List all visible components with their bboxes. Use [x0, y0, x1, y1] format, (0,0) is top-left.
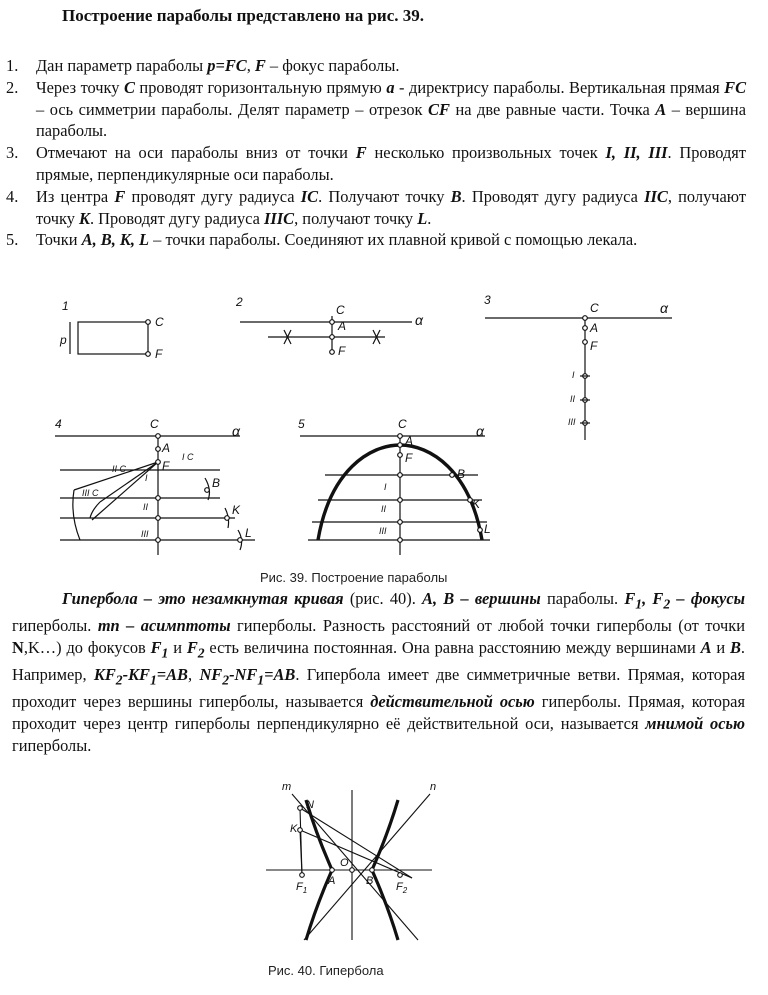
fig39-label-III3: III [568, 417, 576, 427]
fig39-label-alpha4: α [232, 423, 240, 439]
fig39-label-iic: II C [112, 464, 127, 474]
fig39-label-f3: F [590, 339, 598, 353]
fig39-label-l5: L [484, 522, 491, 536]
step-text: Через точку C проводят горизонтальную прямую a - директрису параболы. Вертикальная прямая FC – ось симметрии параболы. Делят параметр – отрезок CF на две равные части. Точка A – вершина параболы. [36, 77, 747, 141]
fig39-label-l4: L [245, 526, 252, 540]
page-title: Построение параболы представлено на рис. 39. [62, 6, 425, 25]
fig39-label-a4: A [162, 441, 171, 455]
step-number: 3. [6, 143, 19, 163]
fig39-label-I5: I [384, 482, 387, 492]
fig40-label-B: B [366, 875, 374, 887]
step-text: Точки A, B, K, L – точки параболы. Соединяют их плавной кривой с помощью лекала. [36, 230, 638, 250]
fig39-label-III4: III [141, 529, 149, 539]
fig40-label-K: K [290, 823, 298, 835]
figure-39 [0, 288, 768, 570]
figure-40 [258, 780, 458, 960]
step-item [6, 142, 746, 186]
step-text: Дан параметр параболы p=FC, F – фокус параболы. [36, 56, 400, 75]
steps-list [6, 55, 746, 251]
fig39-label-2: 2 [236, 295, 243, 309]
fig39-label-alpha3: α [660, 300, 668, 316]
fig40-label-F1: $F_1$ [296, 881, 308, 895]
fig39-label-c: C [155, 315, 164, 329]
fig40-label-A: A [328, 875, 336, 887]
hyperbola-paragraph: Гипербола – это незамкнутая кривая (рис. 40). A, B – вершины параболы. $F_1$, $F_2$ – фокусы гиперболы. mn – асимптоты гиперболы. Разность расстояний от любой точки гиперболы (от точки N,K…) до фокусов $F_1$ и $F_2$ есть величина постоянная. Она равна расстоянию между вершинами A и B. Например, $KF_2-KF_1=AB$, $NF_2-NF_1=AB$. Гипербола имеет две симметричные ветви. Прямая, которая проходит через вершины гиперболы, называется действительной осью гиперболы. Прямая, которая проходит через центр гиперболы перпендикулярно её действительной оси, называется мнимой осью гиперболы. [12, 589, 745, 755]
fig39-label-b4: B [212, 476, 221, 490]
fig39-label-1: 1 [62, 299, 69, 313]
fig40-label-F2: $F_2$ [396, 881, 408, 895]
fig39-label-f5: F [405, 451, 413, 465]
step-number: 2. [6, 77, 19, 97]
fig40-label-m: m [282, 781, 292, 793]
fig39-label-I4: I [145, 473, 148, 483]
fig39-label-f4: F [162, 459, 170, 473]
fig39-label-a2: A [338, 319, 347, 333]
fig39-label-p: p [60, 333, 67, 347]
fig39-label-4: 4 [55, 417, 62, 431]
fig39-label-3: 3 [484, 293, 491, 307]
fig39-label-k4: K [232, 503, 241, 517]
fig39-label-c3: C [590, 301, 599, 315]
step-item [6, 229, 746, 251]
fig39-label-c5: C [398, 417, 407, 431]
fig39-label-III5: III [379, 526, 387, 536]
fig40-label-N: N [306, 799, 314, 811]
fig39-label-c2: C [336, 303, 345, 317]
fig39-label-II3: II [570, 394, 576, 404]
step-number: 1. [6, 56, 19, 75]
step-text: Из центра F проводят дугу радиуса IC. Получают точку B. Проводят дугу радиуса IIC, получают точку K. Проводят дугу радиуса IIIC, получают точку L. [36, 186, 746, 228]
fig39-label-k5: K [472, 497, 481, 511]
fig40-label-O: O [340, 857, 349, 869]
step-item [6, 186, 746, 230]
fig39-label-f2: F [338, 344, 346, 358]
fig39-label-I3: I [572, 370, 575, 380]
fig39-label-II4: II [143, 502, 149, 512]
fig39-label-alpha2: α [415, 312, 423, 328]
figure-40-caption: Рис. 40. Гипербола [268, 963, 384, 978]
fig39-label-iiic: III C [82, 488, 99, 498]
fig39-label-alpha5: α [476, 423, 484, 439]
fig39-label-a3: A [590, 321, 599, 335]
fig39-label-ic: I C [182, 452, 194, 462]
fig39-label-a5: A [405, 434, 414, 448]
figure-39-caption: Рис. 39. Построение параболы [260, 570, 448, 585]
step-text: Отмечают на оси параболы вниз от точки F несколько произвольных точек I, II, III. Проводят прямые, перпендикулярные оси параболы. [36, 143, 746, 184]
step-item [6, 55, 746, 77]
fig39-label-f: F [155, 347, 163, 361]
step-item [6, 77, 746, 142]
fig39-label-b5: B [457, 467, 466, 481]
step-number: 5. [6, 230, 19, 250]
fig39-label-II5: II [381, 504, 387, 514]
fig39-label-5: 5 [298, 417, 305, 431]
fig40-label-n: n [430, 781, 437, 793]
step-number: 4. [6, 186, 19, 206]
fig39-label-c4: C [150, 417, 159, 431]
